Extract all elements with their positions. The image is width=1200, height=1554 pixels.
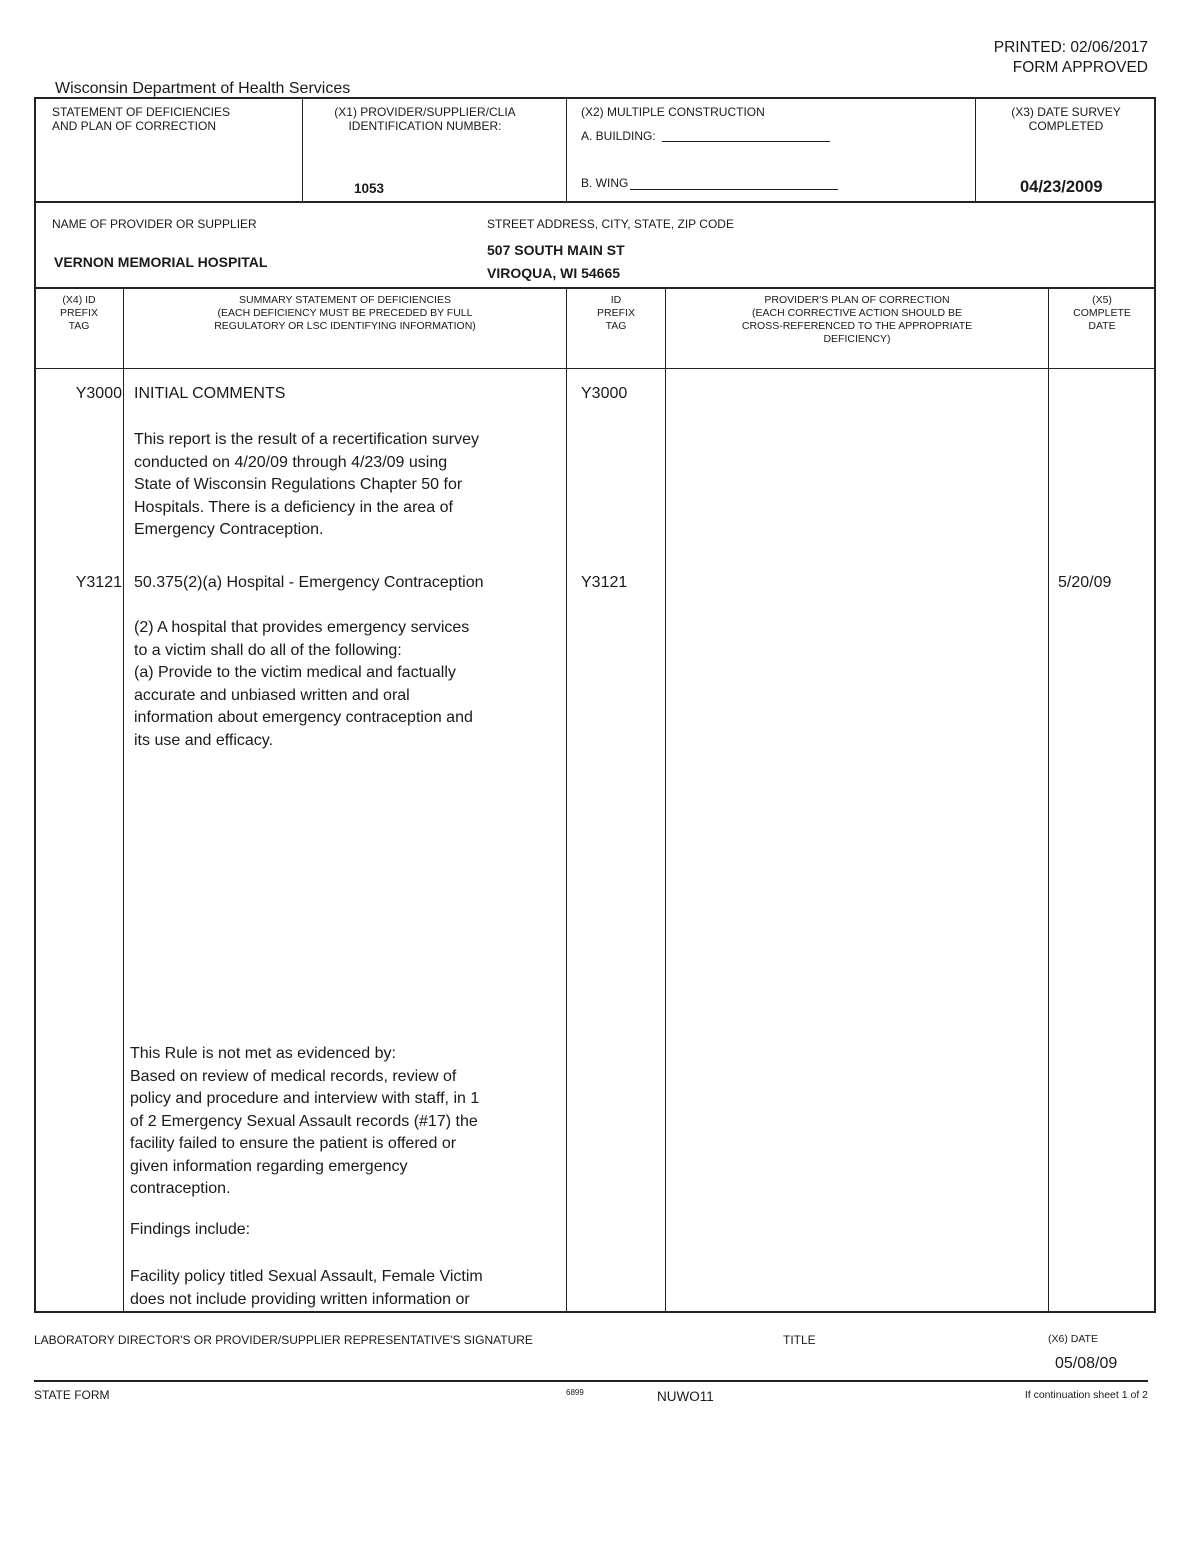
x6-date-label: (X6) DATE (1048, 1333, 1098, 1345)
building-label: A. BUILDING: (581, 129, 656, 143)
x1-label: (X1) PROVIDER/SUPPLIER/CLIA IDENTIFICATION NUMBER: (334, 105, 516, 133)
statement-label: STATEMENT OF DEFICIENCIES AND PLAN OF CORRECTION (52, 105, 231, 133)
entry-title: INITIAL COMMENTS (134, 385, 286, 402)
address-label: STREET ADDRESS, CITY, STATE, ZIP CODE (487, 217, 734, 231)
title-label: TITLE (783, 1333, 816, 1347)
x2-label: (X2) MULTIPLE CONSTRUCTION (581, 105, 765, 119)
entry-title: 50.375(2)(a) Hospital - Emergency Contraception (134, 574, 484, 591)
entry-prefix-tag: Y3121 (75, 574, 122, 591)
state-form-label: STATE FORM (34, 1388, 110, 1402)
form-code: 6899 (566, 1388, 584, 1397)
col-id-header: ID PREFIX TAG (597, 294, 635, 332)
provider-name: VERNON MEMORIAL HOSPITAL (54, 254, 268, 270)
form-approved: FORM APPROVED (1012, 59, 1148, 76)
entry-rule-not-met: This Rule is not met as evidenced by: Based on review of medical records, review of policy and procedure and interview with staff, in 1 of 2 Emergency Sexual Assault records (#17) the facility failed to ensure the patient is offered or given information regarding emergency contraception. (130, 1045, 480, 1197)
department-name: Wisconsin Department of Health Services (55, 80, 351, 97)
survey-completed-date: 04/23/2009 (1020, 178, 1103, 196)
entry-id-tag: Y3000 (581, 385, 628, 402)
entry-regulation-text: (2) A hospital that provides emergency services to a victim shall do all of the following: (a) Provide to the victim medical and factually accurate and unbiased written and oral information about emergency contraception and its use and efficacy. (134, 619, 473, 749)
signature-label: LABORATORY DIRECTOR'S OR PROVIDER/SUPPLIER REPRESENTATIVE'S SIGNATURE (34, 1333, 533, 1347)
wing-label: B. WING (581, 176, 629, 190)
col-x5-header: (X5) COMPLETE DATE (1073, 294, 1131, 332)
entry-findings-label: Findings include: (130, 1221, 251, 1238)
entry-id-tag: Y3121 (581, 574, 628, 591)
provider-name-label: NAME OF PROVIDER OR SUPPLIER (52, 217, 257, 231)
street-address: 507 SOUTH MAIN ST (487, 242, 625, 258)
entry-policy-text: Facility policy titled Sexual Assault, Female Victim does not include providing written information or (130, 1268, 483, 1308)
continuation-sheet: If continuation sheet 1 of 2 (1024, 1389, 1148, 1401)
city-state-zip: VIROQUA, WI 54665 (487, 265, 621, 281)
entry-complete-date: 5/20/09 (1058, 574, 1112, 591)
footer-rule (34, 1380, 1148, 1382)
col-summary-header: SUMMARY STATEMENT OF DEFICIENCIES (EACH DEFICIENCY MUST BE PRECEDED BY FULL REGULATORY OR LSC IDENTIFYING INFORMATION) (214, 294, 476, 332)
building-field (662, 141, 830, 142)
x3-label: (X3) DATE SURVEY COMPLETED (1011, 105, 1121, 133)
provider-id-number: 1053 (354, 181, 385, 196)
event-id: NUWO11 (657, 1389, 714, 1404)
entry-prefix-tag: Y3000 (75, 385, 122, 402)
entry-text: This report is the result of a recertification survey conducted on 4/20/09 through 4/23/09 using State of Wisconsin Regulations Chapter 50 for Hospitals. There is a deficiency in the area of Emergency Contraception. (134, 431, 480, 538)
col-plan-header: PROVIDER'S PLAN OF CORRECTION (EACH CORRECTIVE ACTION SHOULD BE CROSS-REFERENCED TO THE APPROPRIATE DEFICIENCY) (741, 294, 973, 345)
wing-field (630, 189, 838, 190)
signature-date: 05/08/09 (1055, 1355, 1118, 1372)
printed-date: PRINTED: 02/06/2017 (993, 39, 1148, 56)
col-x4-header: (X4) ID PREFIX TAG (60, 294, 98, 332)
